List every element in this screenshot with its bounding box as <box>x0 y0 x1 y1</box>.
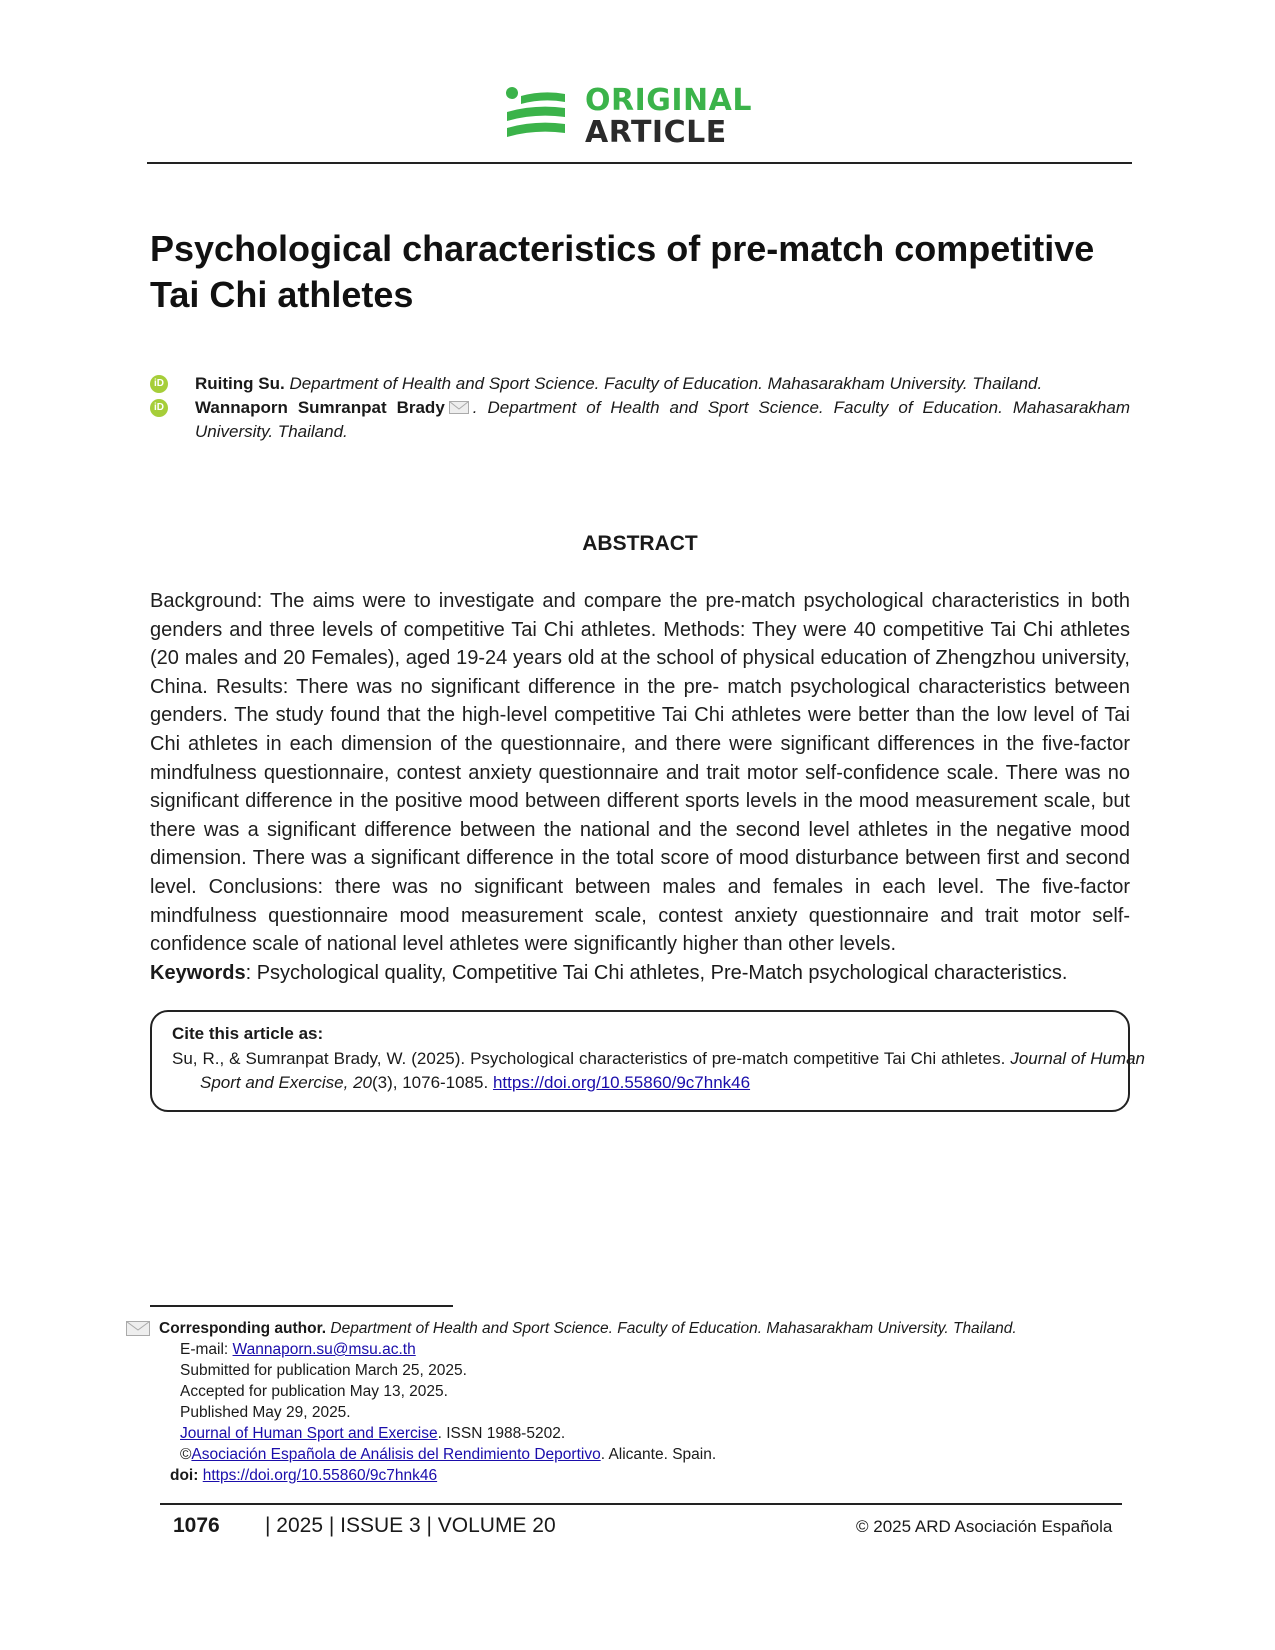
abstract-body: Background: The aims were to investigate and compare the pre-match psychological characteristics in both genders and three levels of competitive Tai Chi athletes. Methods: They were 40 competitive Tai Chi athletes (20 males and 20 Females), aged 19-24 years old at the school of physical education of Zhengzhou university, China. Results: There was no significant difference in the pre- match psychological characteristics between genders. The study found that the high-level competitive Tai Chi athletes were better than the low level of Tai Chi athletes in each dimension of the questionnaire, and there were significant differences in the five-factor mindfulness questionnaire, contest anxiety questionnaire and trait motor self-confidence scale. There was no significant difference in the positive mood between different sports levels in the mood measurement scale, but there was a significant difference between the national and the second level athletes in the negative mood dimension. There was a significant difference in the total score of mood disturbance between first and second level. Conclusions: there was no significant between males and females in each level. The five-factor mindfulness questionnaire mood measurement scale, contest anxiety questionnaire and trait motor self-confidence scale of national level athletes were significantly higher than other levels. <box>150 590 1130 956</box>
envelope-icon <box>126 1321 150 1336</box>
page-number: 1076 <box>173 1514 220 1537</box>
citation-authors: Su, R., & Sumranpat Brady, W. (2025). Psychological characteristics of pre-match competitive Tai Chi athletes. <box>172 1049 1006 1068</box>
journal-logo <box>505 82 785 152</box>
doi-link[interactable]: https://doi.org/10.55860/9c7hnk46 <box>202 1467 438 1484</box>
footer-rule <box>160 1503 1122 1505</box>
doi-line: doi: https://doi.org/10.55860/9c7hnk46 <box>170 1467 438 1484</box>
logo-line-2: ARTICLE <box>585 115 727 150</box>
submitted-date: Submitted for publication March 25, 2025. <box>180 1362 467 1379</box>
keywords-list: : Psychological quality, Competitive Tai Chi athletes, Pre-Match psychological characteristics. <box>245 962 1068 984</box>
author-1-affiliation: Department of Health and Sport Science. Faculty of Education. Mahasarakham University. Thailand. <box>289 374 1043 393</box>
logo-stripes-icon <box>505 86 567 148</box>
author-2 <box>150 396 1130 444</box>
orcid-icon[interactable]: iD <box>150 399 168 417</box>
author-2-affiliation: . Department of Health and Sport Science. Faculty of Education. Mahasarakham University. Thailand. <box>195 398 1130 441</box>
citation-text <box>172 1047 1145 1095</box>
published-date: Published May 29, 2025. <box>180 1404 351 1421</box>
citation-journal: Journal of Human Sport and Exercise, 20 <box>200 1049 1146 1092</box>
article-title: Psychological characteristics of pre-match competitive Tai Chi athletes <box>150 228 1095 315</box>
corr-affiliation: Department of Health and Sport Science. Faculty of Education. Mahasarakham University. Thailand. <box>330 1320 1017 1337</box>
orcid-icon[interactable]: iD <box>150 375 168 393</box>
accepted-date: Accepted for publication May 13, 2025. <box>180 1383 448 1400</box>
corr-label: Corresponding author. <box>159 1320 327 1337</box>
author-1-name: Ruiting Su. <box>195 374 285 393</box>
association-link[interactable]: Asociación Española de Análisis del Rendimiento Deportivo <box>191 1446 601 1463</box>
author-2-name: Wannaporn Sumranpat Brady <box>195 398 445 417</box>
journal-link[interactable]: Journal of Human Sport and Exercise <box>180 1425 438 1442</box>
footer-copyright: © 2025 ARD Asociación Española <box>856 1517 1113 1536</box>
journal-line: Journal of Human Sport and Exercise. ISSN 1988-5202. <box>180 1425 566 1442</box>
keywords-label: Keywords <box>150 962 246 984</box>
keywords <box>150 959 1130 987</box>
abstract-heading: ABSTRACT <box>582 532 698 555</box>
footnote-rule <box>150 1305 453 1307</box>
citation-title: Cite this article as: <box>172 1024 324 1043</box>
citation-issue: (3), 1076-1085. <box>371 1073 489 1092</box>
email-link[interactable]: Wannaporn.su@msu.ac.th <box>232 1341 416 1358</box>
logo-line-1: ORIGINAL <box>585 83 752 118</box>
header-rule <box>147 162 1132 164</box>
author-1 <box>150 372 1130 396</box>
corresponding-author-note <box>126 1318 1126 1486</box>
issue-info: | 2025 | ISSUE 3 | VOLUME 20 <box>265 1514 556 1537</box>
citation-doi-link[interactable]: https://doi.org/10.55860/9c7hnk46 <box>492 1073 751 1092</box>
association-line: ©Asociación Española de Análisis del Rendimiento Deportivo. Alicante. Spain. <box>180 1446 717 1463</box>
email-line: E-mail: Wannaporn.su@msu.ac.th <box>180 1341 416 1358</box>
envelope-icon[interactable] <box>449 401 469 414</box>
